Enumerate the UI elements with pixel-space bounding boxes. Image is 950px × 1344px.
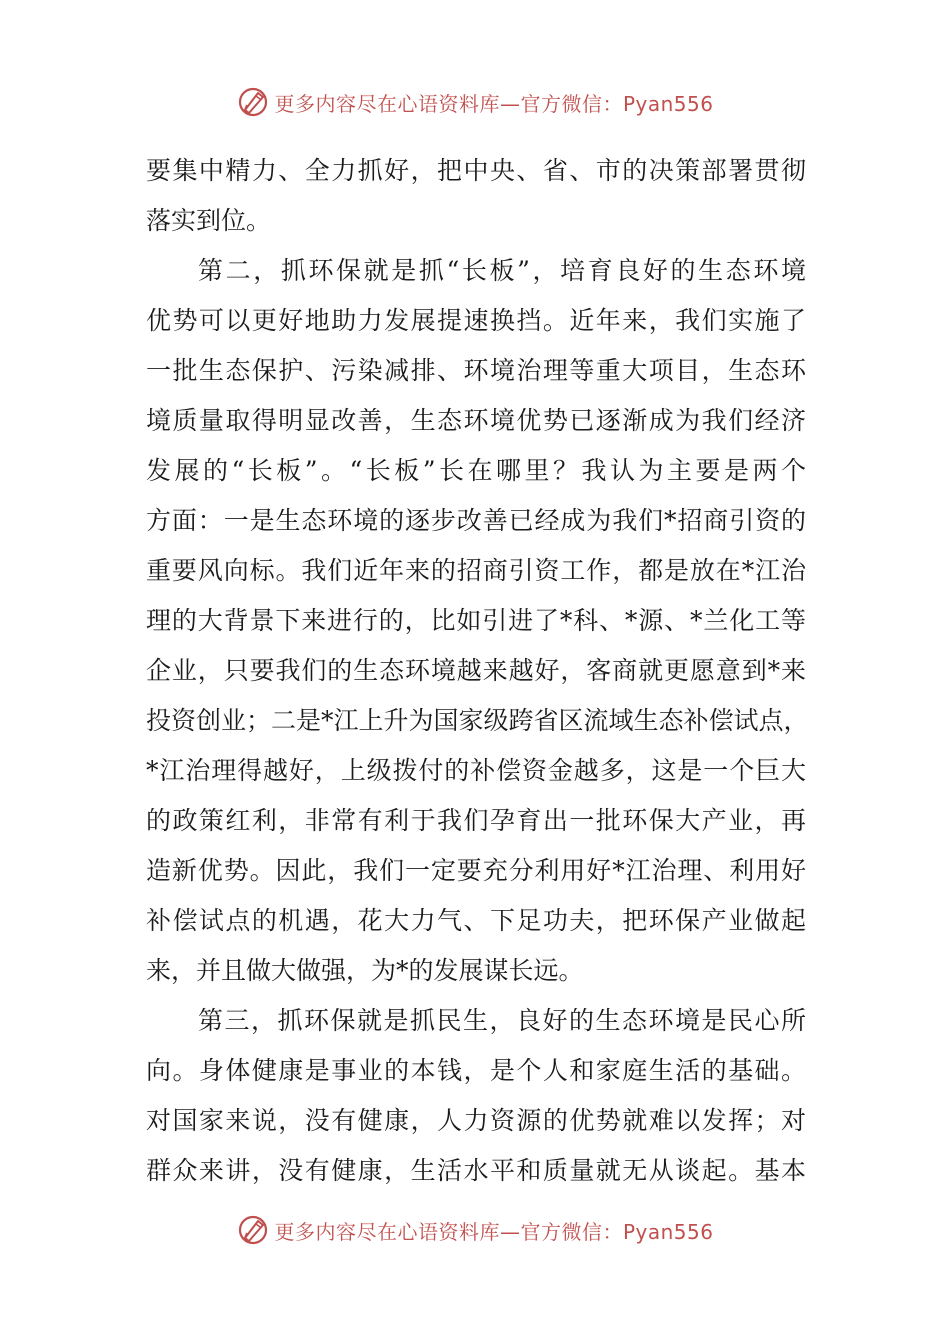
pen-nib-logo-icon (236, 1213, 270, 1247)
text-line: 一批生态保护、污染减排、环境治理等重大项目，生态环 (146, 356, 806, 385)
text-line: 理的大背景下来进行的，比如引进了*科、*源、*兰化工等 (146, 606, 806, 635)
text-line: *江治理得越好，上级拨付的补偿资金越多，这是一个巨大 (146, 756, 806, 785)
pen-nib-logo-icon (236, 85, 270, 119)
text-line: 补偿试点的机遇，花大力气、下足功夫，把环保产业做起 (146, 906, 806, 935)
text-line: 企业，只要我们的生态环境越来越好，客商就更愿意到*来 (146, 656, 806, 685)
text-line: 对国家来说，没有健康，人力资源的优势就难以发挥；对 (146, 1106, 806, 1135)
footer-watermark (0, 1210, 950, 1250)
watermark-text: 更多内容尽在心语资料库—官方微信：Pyan556 (274, 91, 714, 116)
text-line: 向。身体健康是事业的本钱，是个人和家庭生活的基础。 (146, 1056, 806, 1085)
text-line: 第二，抓环保就是抓“长板”，培育良好的生态环境 (198, 256, 806, 285)
text-line: 第三，抓环保就是抓民生，良好的生态环境是民心所 (198, 1006, 806, 1035)
text-line: 的政策红利，非常有利于我们孕育出一批环保大产业，再 (146, 806, 806, 835)
text-line: 落实到位。 (146, 206, 272, 235)
text-line: 要集中精力、全力抓好，把中央、省、市的决策部署贯彻 (146, 156, 806, 185)
text-line: 优势可以更好地助力发展提速换挡。近年来，我们实施了 (146, 306, 806, 335)
text-line: 投资创业；二是*江上升为国家级跨省区流域生态补偿试点， (146, 706, 809, 735)
text-line: 群众来讲，没有健康，生活水平和质量就无从谈起。基本 (146, 1156, 806, 1185)
document-body (146, 146, 809, 1196)
header-watermark (0, 82, 950, 122)
text-line: 造新优势。因此，我们一定要充分利用好*江治理、利用好 (146, 856, 806, 885)
text-line: 方面：一是生态环境的逐步改善已经成为我们*招商引资的 (146, 506, 806, 535)
text-line: 境质量取得明显改善，生态环境优势已逐渐成为我们经济 (146, 406, 806, 435)
text-line: 发展的“长板”。“长板”长在哪里？我认为主要是两个 (146, 456, 806, 485)
watermark-text: 更多内容尽在心语资料库—官方微信：Pyan556 (274, 1219, 714, 1244)
text-line: 来，并且做大做强，为*的发展谋长远。 (146, 956, 584, 985)
text-line: 重要风向标。我们近年来的招商引资工作，都是放在*江治 (146, 556, 806, 585)
